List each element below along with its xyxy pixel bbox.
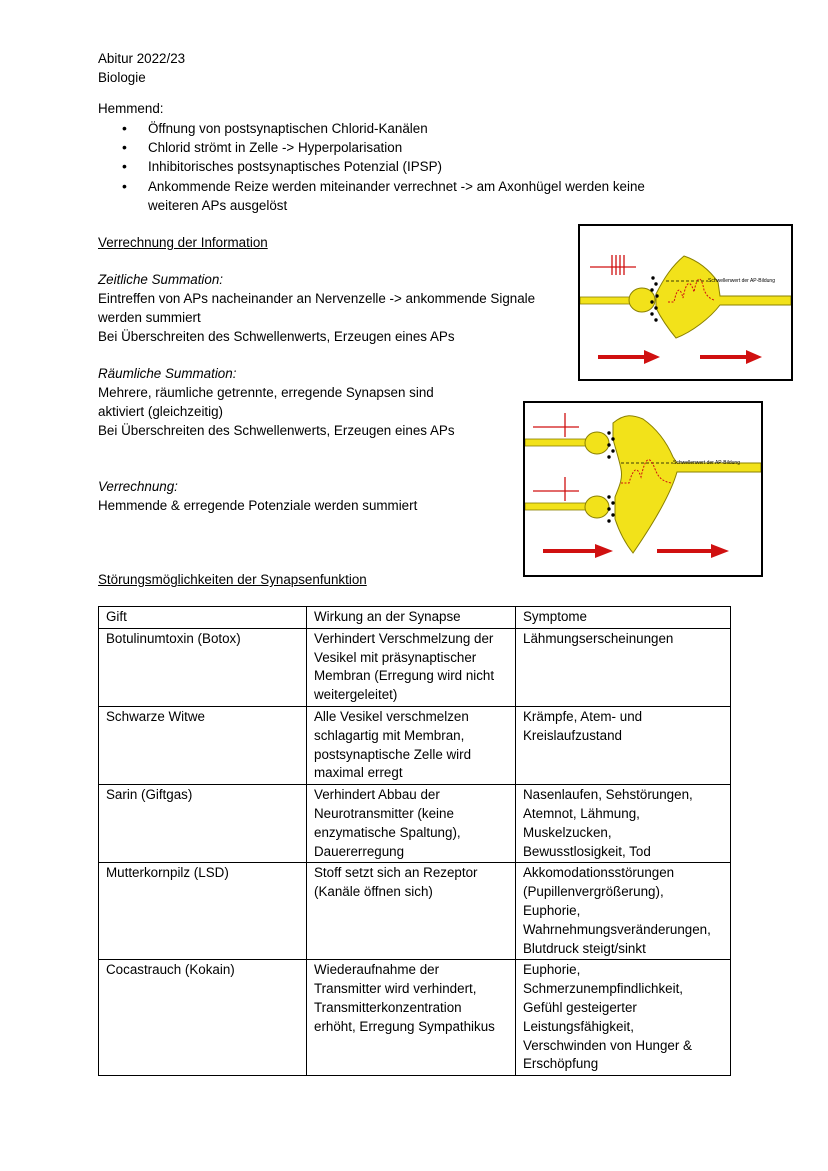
direction-arrow [543,544,613,558]
cell-gift: Botulinumtoxin (Botox) [99,628,307,706]
verrechnung-title: Verrechnung: [98,479,178,494]
stimulus-mark [533,477,579,501]
presynaptic-axon [525,439,595,446]
header-year: Abitur 2022/23 [98,51,186,66]
transmitter-dots [607,431,614,522]
table-row [99,785,731,863]
spatial-line: Mehrere, räumliche getrennte, erregende Synapsen sind [98,385,434,400]
presynaptic-terminal [629,288,655,312]
cell-wirkung: Stoff setzt sich an Rezeptor (Kanäle öffnen sich) [307,863,516,960]
stimulus-mark [533,413,579,437]
table-row [99,863,731,960]
threshold-label: Schwellenwert der AP-Bildung [708,278,775,284]
cell-wirkung: Wiederaufnahme der Transmitter wird verhindert, Transmitterkonzentration erhöht, Erregung Sympathikus [307,960,516,1076]
inhibitory-bullet-list [98,119,698,215]
threshold-label: Schwellenwert der AP-Bildung [673,460,740,466]
table-row [99,628,731,706]
bullet-text-line: Ankommende Reize werden miteinander verrechnet -> am Axonhügel werden keine [148,178,645,194]
direction-arrow [598,350,660,364]
bullet-item [98,177,698,215]
cell-wirkung: Alle Vesikel verschmelzen schlagartig mit Membran, postsynaptische Zelle wird maximal erregt [307,706,516,784]
cell-symptome: Akkomodationsstörungen (Pupillenvergrößerung), Euphorie, Wahrnehmungsveränderungen, Blutdruck steigt/sinkt [516,863,731,960]
cell-gift: Schwarze Witwe [99,706,307,784]
direction-arrow [700,350,762,364]
spatial-title: Räumliche Summation: [98,366,237,381]
cell-gift: Cocastrauch (Kokain) [99,960,307,1076]
disorders-heading: Störungsmöglichkeiten der Synapsenfunktion [98,572,367,587]
postsynaptic-neuron [613,416,761,553]
temporal-summation-figure [578,224,793,381]
temporal-line: Eintreffen von APs nacheinander an Nervenzelle -> ankommende Signale [98,291,536,306]
temporal-title: Zeitliche Summation: [98,272,224,287]
table-row [99,960,731,1076]
cell-symptome: Nasenlaufen, Sehstörungen, Atemnot, Lähmung, Muskelzucken, Bewusstlosigkeit, Tod [516,785,731,863]
spatial-line: aktiviert (gleichzeitig) [98,404,224,419]
cell-symptome: Krämpfe, Atem- und Kreislaufzustand [516,706,731,784]
verrechnung-text: Hemmende & erregende Potenziale werden summiert [98,498,418,513]
temporal-line: werden summiert [98,310,201,325]
column-header: Symptome [516,607,731,629]
stimulus-train [590,255,636,275]
processing-heading: Verrechnung der Information [98,235,268,250]
cell-gift: Mutterkornpilz (LSD) [99,863,307,960]
presynaptic-terminal [585,432,609,454]
spatial-summation-figure [523,401,763,577]
table-row [99,706,731,784]
poison-table [98,606,731,1076]
column-header: Wirkung an der Synapse [307,607,516,629]
postsynaptic-neuron [656,256,791,338]
spatial-line: Bei Überschreiten des Schwellenwerts, Erzeugen eines APs [98,423,455,438]
bullet-item: • Chlorid strömt in Zelle -> Hyperpolarisation [98,138,698,157]
bullet-item: • Öffnung von postsynaptischen Chlorid-Kanälen [98,119,698,138]
bullet-item: • Inhibitorisches postsynaptisches Potenzial (IPSP) [98,157,698,176]
header-subject: Biologie [98,70,146,85]
cell-symptome: Lähmungserscheinungen [516,628,731,706]
temporal-line: Bei Überschreiten des Schwellenwerts, Erzeugen eines APs [98,329,455,344]
direction-arrow [657,544,729,558]
inhibitory-title: Hemmend: [98,101,164,116]
cell-wirkung: Verhindert Verschmelzung der Vesikel mit präsynaptischer Membran (Erregung wird nicht weitergeleitet) [307,628,516,706]
cell-symptome: Euphorie, Schmerzunempfindlichkeit, Gefühl gesteigerter Leistungsfähigkeit, Verschwinden von Hunger & Erschöpfung [516,960,731,1076]
presynaptic-terminal [585,496,609,518]
column-header: Gift [99,607,307,629]
cell-wirkung: Verhindert Abbau der Neurotransmitter (keine enzymatische Spaltung), Dauererregung [307,785,516,863]
presynaptic-axon [525,503,595,510]
cell-gift: Sarin (Giftgas) [99,785,307,863]
bullet-text-line: weiteren APs ausgelöst [148,197,288,213]
table-header-row [99,607,731,629]
